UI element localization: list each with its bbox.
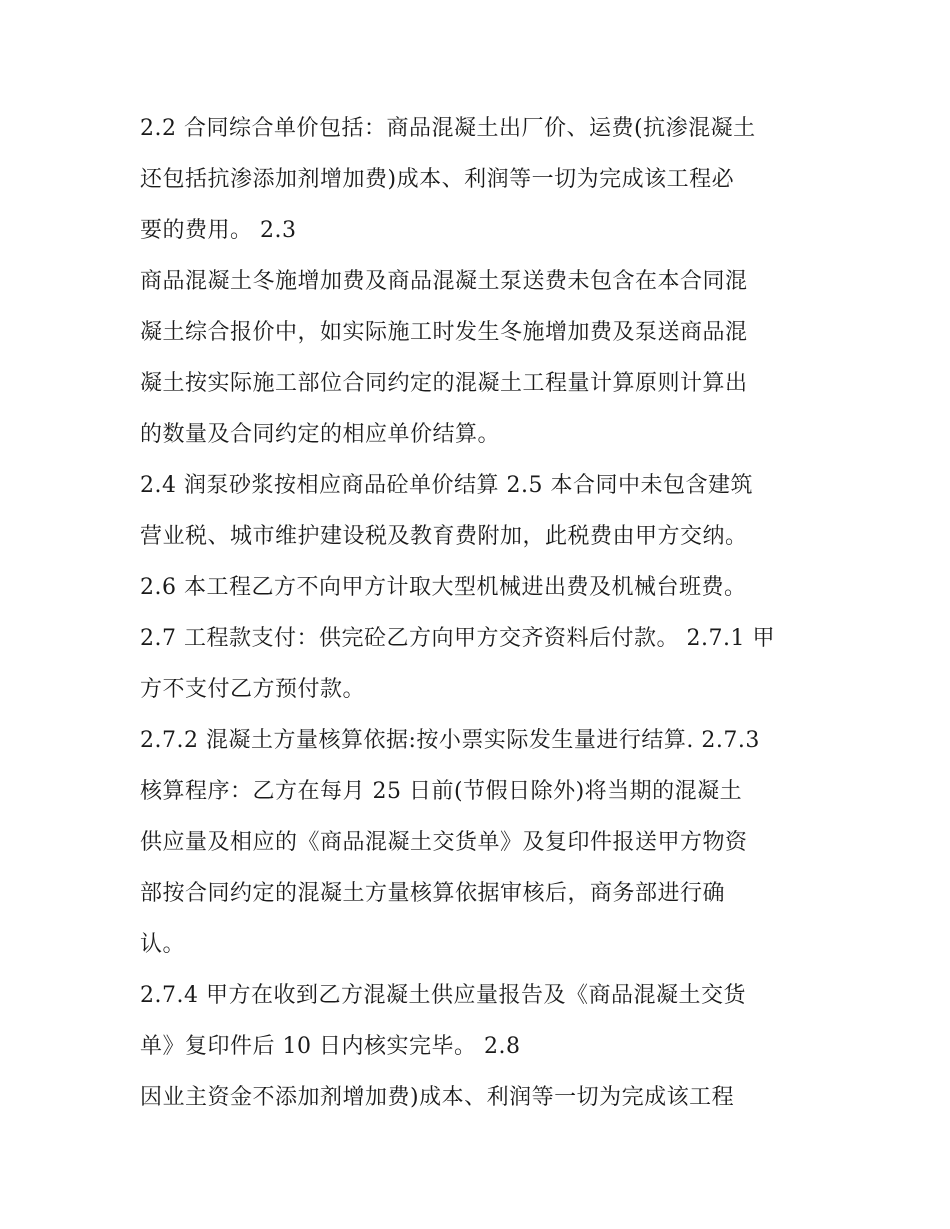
text-line: 部按合同约定的混凝土方量核算依据审核后，商务部进行确 [140,881,726,906]
text-line: 还包括抗渗添加剂增加费)成本、利润等一切为完成该工程必 [140,167,735,192]
text-line: 要的费用。 2.3 [140,218,297,243]
text-line: 2.4 润泵砂浆按相应商品砼单价结算 2.5 本合同中未包含建筑 [140,473,753,498]
text-line: 单》复印件后 10 日内核实完毕。 2.8 [140,1034,521,1059]
text-line: 凝土综合报价中，如实际施工时发生冬施增加费及泵送商品混 [140,320,748,345]
text-line: 凝土按实际施工部位合同约定的混凝土工程量计算原则计算出 [140,371,748,396]
text-line: 因业主资金不添加剂增加费)成本、利润等一切为完成该工程 [140,1085,735,1110]
text-line: 供应量及相应的《商品混凝土交货单》及复印件报送甲方物资 [140,830,748,855]
text-line: 2.7 工程款支付：供完砼乙方向甲方交齐资料后付款。 2.7.1 甲 [140,626,775,651]
text-line: 2.7.2 混凝土方量核算依据:按小票实际发生量进行结算. 2.7.3 [140,728,760,753]
text-line: 商品混凝土冬施增加费及商品混凝土泵送费未包含在本合同混 [140,269,748,294]
text-line: 的数量及合同约定的相应单价结算。 [140,422,501,447]
text-line: 2.6 本工程乙方不向甲方计取大型机械进出费及机械台班费。 [140,575,747,600]
text-line: 2.2 合同综合单价包括：商品混凝土出厂价、运费(抗渗混凝土 [140,116,756,141]
text-line: 方不支付乙方预付款。 [140,677,366,702]
text-line: 认。 [140,932,186,957]
text-line: 核算程序：乙方在每月 25 日前(节假日除外)将当期的混凝土 [140,779,743,804]
text-line: 2.7.4 甲方在收到乙方混凝土供应量报告及《商品混凝土交货 [140,983,746,1008]
text-line: 营业税、城市维护建设税及教育费附加，此税费由甲方交纳。 [140,524,748,549]
document-body [140,107,820,1127]
